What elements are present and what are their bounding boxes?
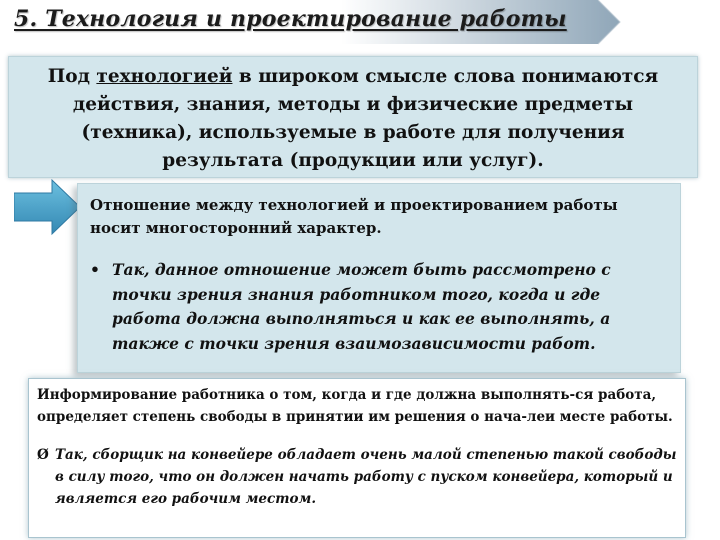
info-bullet-text: Так, сборщик на конвейере обладает очень малой степенью такой свободы в силу того, что он должен начать работу с пуском конвейера, который и является его рабочим местом. [55, 447, 677, 507]
right-arrow-icon [14, 178, 84, 236]
relation-lead: Отношение между технологией и проектированием работы носит многосторонний характер. [90, 196, 618, 237]
relation-box [77, 183, 681, 373]
relation-bullet [90, 258, 668, 356]
title-banner [0, 0, 720, 50]
definition-text: в широком смысле слова понимаются действия, знания, методы и физические предметы (техника), используемые в работе для получения результата (продукции или услуг). [72, 66, 659, 171]
page-title: 5. Технология и проектирование работы [14, 6, 567, 32]
info-bullet [37, 444, 677, 510]
info-box [28, 378, 686, 538]
relation-bullet-text: Так, данное отношение может быть рассмотрено с точки зрения знания работником того, когда и где работа должна выполняться и как ее выполнять, а также с точки зрения взаимозависимости работ. [112, 260, 611, 353]
definition-box [8, 56, 698, 178]
arrow-bullet-icon: Ø [37, 447, 49, 463]
definition-highlight: технологией [96, 66, 233, 87]
definition-prefix: Под [47, 66, 97, 87]
info-lead: Информирование работника о том, когда и где должна выполнять-ся работа, определяет степень свободы в принятии им решения о нача-леи месте работы. [37, 387, 673, 425]
bullet-icon: • [90, 260, 100, 279]
